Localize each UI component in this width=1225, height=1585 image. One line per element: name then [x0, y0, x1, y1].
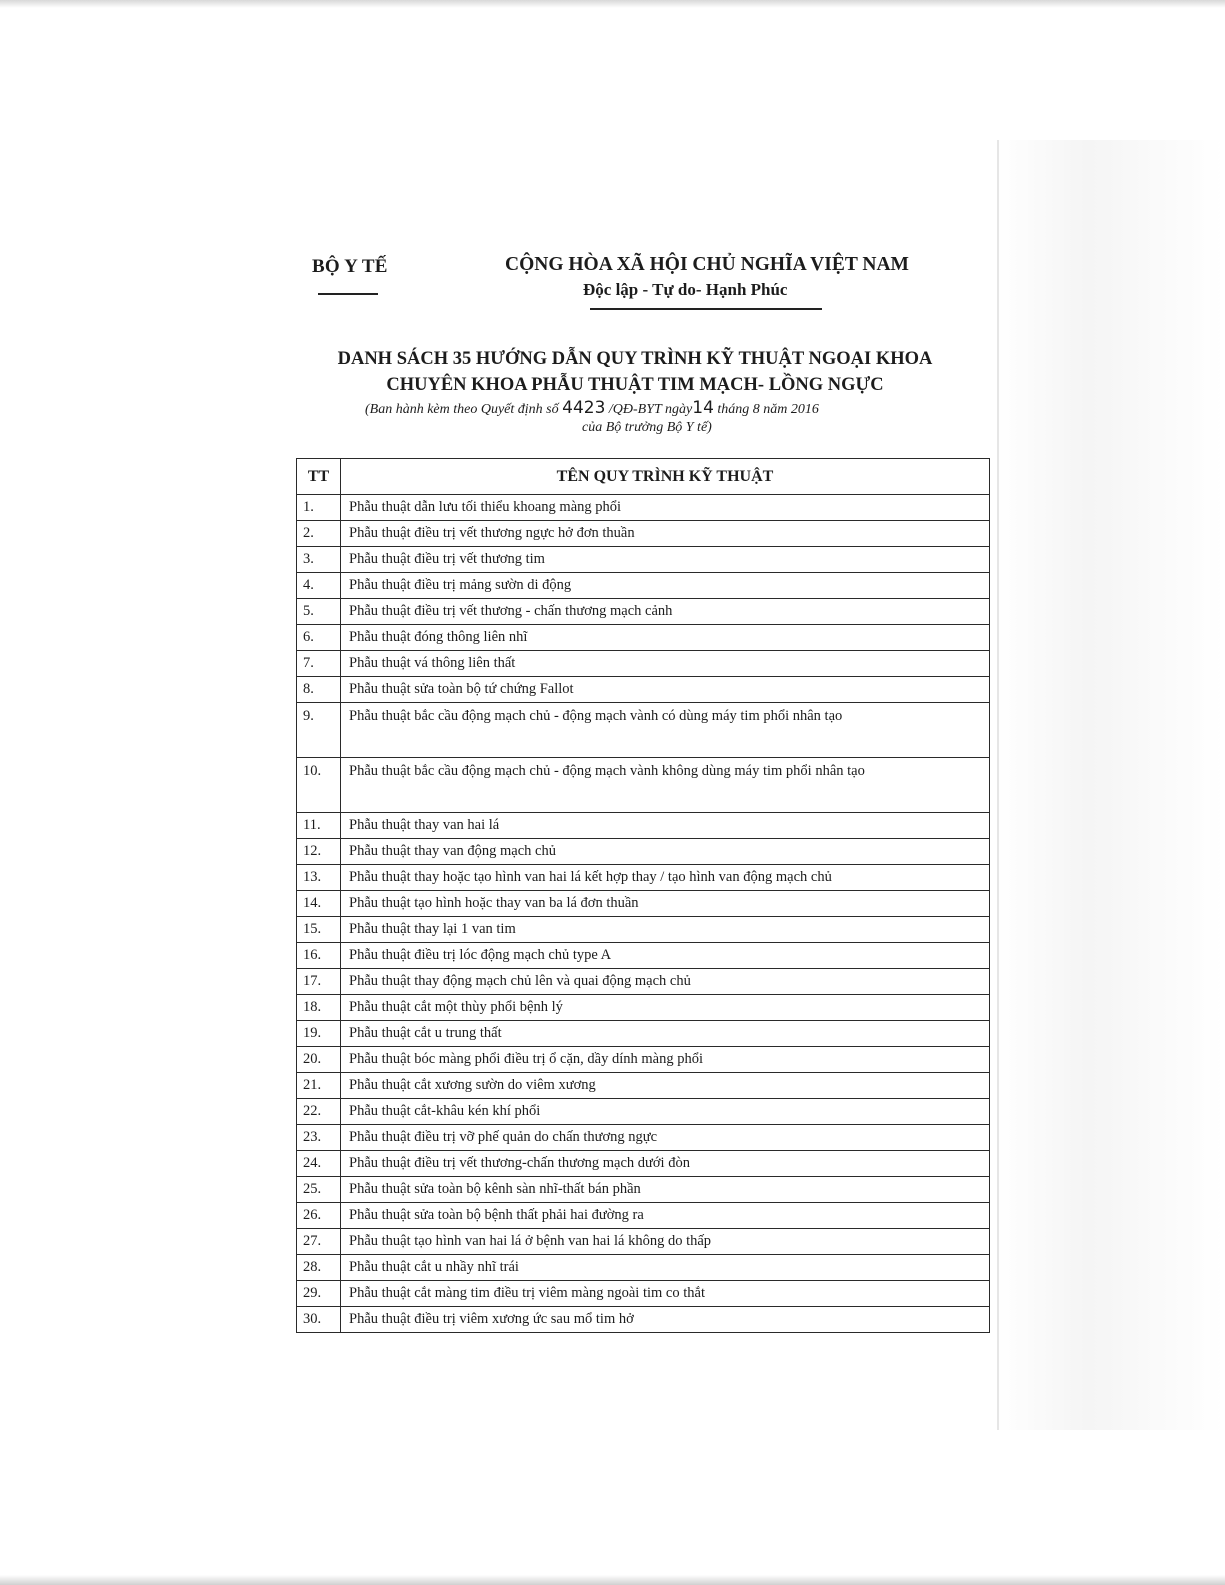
- table-row: [297, 969, 990, 995]
- procedure-name: Phẫu thuật bắc cầu động mạch chủ - động mạch vành có dùng máy tim phổi nhân tạo: [341, 703, 990, 758]
- procedure-name: Phẫu thuật sửa toàn bộ bệnh thất phải hai đường ra: [341, 1203, 990, 1229]
- procedure-name: Phẫu thuật điều trị vỡ phế quản do chấn thương ngực: [341, 1125, 990, 1151]
- procedure-name: Phẫu thuật thay van hai lá: [341, 813, 990, 839]
- table-row: [297, 1099, 990, 1125]
- month-label: tháng: [717, 402, 750, 417]
- table-row: [297, 1203, 990, 1229]
- procedure-name: Phẫu thuật sửa toàn bộ kênh sàn nhĩ-thất bán phần: [341, 1177, 990, 1203]
- table-row: [297, 1177, 990, 1203]
- table-row: [297, 1151, 990, 1177]
- document-title-line1: DANH SÁCH 35 HƯỚNG DẪN QUY TRÌNH KỸ THUẬT NGOẠI KHOA: [337, 349, 933, 369]
- procedure-name: Phẫu thuật điều trị vết thương ngực hở đơn thuần: [341, 521, 990, 547]
- table-row: [297, 625, 990, 651]
- procedure-name: Phẫu thuật thay hoặc tạo hình van hai lá kết hợp thay / tạo hình van động mạch chủ: [341, 865, 990, 891]
- procedure-name: Phẫu thuật thay van động mạch chủ: [341, 839, 990, 865]
- row-number: 8.: [297, 677, 341, 703]
- procedure-name: Phẫu thuật điều trị viêm xương ức sau mổ tim hở: [341, 1307, 990, 1333]
- table-row: [297, 651, 990, 677]
- scan-edge-bottom: [0, 1575, 1225, 1585]
- table-row: [297, 839, 990, 865]
- table-row: [297, 677, 990, 703]
- row-number: 23.: [297, 1125, 341, 1151]
- table-row: [297, 703, 990, 758]
- ministry-name: BỘ Y TẾ: [312, 256, 388, 277]
- column-header-name: TÊN QUY TRÌNH KỸ THUẬT: [341, 459, 990, 495]
- procedure-name: Phẫu thuật điều trị lóc động mạch chủ type A: [341, 943, 990, 969]
- procedure-name: Phẫu thuật điều trị vết thương tim: [341, 547, 990, 573]
- procedure-name: Phẫu thuật vá thông liên thất: [341, 651, 990, 677]
- procedure-name: Phẫu thuật cắt một thùy phổi bệnh lý: [341, 995, 990, 1021]
- procedure-name: Phẫu thuật thay động mạch chủ lên và quai động mạch chủ: [341, 969, 990, 995]
- procedure-name: Phẫu thuật tạo hình hoặc thay van ba lá đơn thuần: [341, 891, 990, 917]
- table-row: [297, 1229, 990, 1255]
- row-number: 10.: [297, 758, 341, 813]
- row-number: 25.: [297, 1177, 341, 1203]
- nation-motto: Độc lập - Tự do- Hạnh Phúc: [583, 280, 788, 299]
- table-row: [297, 547, 990, 573]
- procedure-name: Phẫu thuật sửa toàn bộ tứ chứng Fallot: [341, 677, 990, 703]
- table-row: [297, 917, 990, 943]
- table-body: [297, 495, 990, 1333]
- table-row: [297, 758, 990, 813]
- row-number: 13.: [297, 865, 341, 891]
- table-row: [297, 1073, 990, 1099]
- row-number: 18.: [297, 995, 341, 1021]
- row-number: 30.: [297, 1307, 341, 1333]
- table-row: [297, 1021, 990, 1047]
- table-row: [297, 995, 990, 1021]
- table-row: [297, 599, 990, 625]
- scan-shadow: [995, 140, 1225, 1430]
- procedure-name: Phẫu thuật điều trị vết thương - chấn thương mạch cảnh: [341, 599, 990, 625]
- procedure-name: Phẫu thuật bắc cầu động mạch chủ - động mạch vành không dùng máy tim phổi nhân tạo: [341, 758, 990, 813]
- ministry-underline: [318, 293, 378, 295]
- procedure-name: Phẫu thuật đóng thông liên nhĩ: [341, 625, 990, 651]
- row-number: 19.: [297, 1021, 341, 1047]
- table-row: [297, 1307, 990, 1333]
- row-number: 11.: [297, 813, 341, 839]
- row-number: 1.: [297, 495, 341, 521]
- procedure-name: Phẫu thuật điều trị mảng sườn di động: [341, 573, 990, 599]
- table-row: [297, 495, 990, 521]
- document-title-line2: CHUYÊN KHOA PHẪU THUẬT TIM MẠCH- LỒNG NGỰC: [386, 375, 884, 395]
- row-number: 26.: [297, 1203, 341, 1229]
- procedure-name: Phẫu thuật thay lại 1 van tim: [341, 917, 990, 943]
- procedure-name: Phẫu thuật cắt u nhầy nhĩ trái: [341, 1255, 990, 1281]
- row-number: 9.: [297, 703, 341, 758]
- motto-underline: [590, 308, 822, 310]
- table-header-row: [297, 459, 990, 495]
- table-row: [297, 521, 990, 547]
- column-header-no: TT: [297, 459, 341, 495]
- nation-name: CỘNG HÒA XÃ HỘI CHỦ NGHĨA VIỆT NAM: [505, 254, 909, 275]
- issuance-prefix: (Ban hành kèm theo Quyết định số: [365, 402, 559, 417]
- issuance-note: [365, 398, 819, 418]
- row-number: 14.: [297, 891, 341, 917]
- row-number: 17.: [297, 969, 341, 995]
- table-row: [297, 1255, 990, 1281]
- row-number: 24.: [297, 1151, 341, 1177]
- procedure-name: Phẫu thuật cắt xương sườn do viêm xương: [341, 1073, 990, 1099]
- row-number: 16.: [297, 943, 341, 969]
- issuance-month: 8: [752, 402, 760, 417]
- row-number: 21.: [297, 1073, 341, 1099]
- row-number: 15.: [297, 917, 341, 943]
- procedure-name: Phẫu thuật cắt u trung thất: [341, 1021, 990, 1047]
- table-row: [297, 1281, 990, 1307]
- table-row: [297, 813, 990, 839]
- row-number: 27.: [297, 1229, 341, 1255]
- row-number: 5.: [297, 599, 341, 625]
- scan-edge-top: [0, 0, 1225, 8]
- row-number: 3.: [297, 547, 341, 573]
- row-number: 6.: [297, 625, 341, 651]
- procedure-name: Phẫu thuật cắt màng tim điều trị viêm màng ngoài tim co thắt: [341, 1281, 990, 1307]
- row-number: 28.: [297, 1255, 341, 1281]
- scan-margin-line: [997, 140, 999, 1430]
- decision-number: 4423: [562, 398, 606, 418]
- procedure-name: Phẫu thuật tạo hình van hai lá ở bệnh van hai lá không do thấp: [341, 1229, 990, 1255]
- row-number: 22.: [297, 1099, 341, 1125]
- issuance-day: 14: [692, 398, 714, 418]
- procedure-name: Phẫu thuật điều trị vết thương-chấn thương mạch dưới đòn: [341, 1151, 990, 1177]
- procedure-name: Phẫu thuật bóc màng phổi điều trị ổ cặn, dầy dính màng phổi: [341, 1047, 990, 1073]
- row-number: 29.: [297, 1281, 341, 1307]
- procedure-name: Phẫu thuật cắt-khâu kén khí phổi: [341, 1099, 990, 1125]
- year-label: năm 2016: [763, 402, 819, 417]
- row-number: 4.: [297, 573, 341, 599]
- table-row: [297, 943, 990, 969]
- table-row: [297, 1125, 990, 1151]
- row-number: 20.: [297, 1047, 341, 1073]
- procedure-name: Phẫu thuật dẫn lưu tối thiểu khoang màng phổi: [341, 495, 990, 521]
- table-row: [297, 573, 990, 599]
- row-number: 2.: [297, 521, 341, 547]
- row-number: 7.: [297, 651, 341, 677]
- issuance-note-line2: của Bộ trưởng Bộ Y tế): [582, 420, 712, 435]
- table-row: [297, 891, 990, 917]
- row-number: 12.: [297, 839, 341, 865]
- table-row: [297, 865, 990, 891]
- procedure-table: [296, 458, 990, 1333]
- issuance-mid: /QĐ-BYT ngày: [608, 402, 693, 417]
- table-row: [297, 1047, 990, 1073]
